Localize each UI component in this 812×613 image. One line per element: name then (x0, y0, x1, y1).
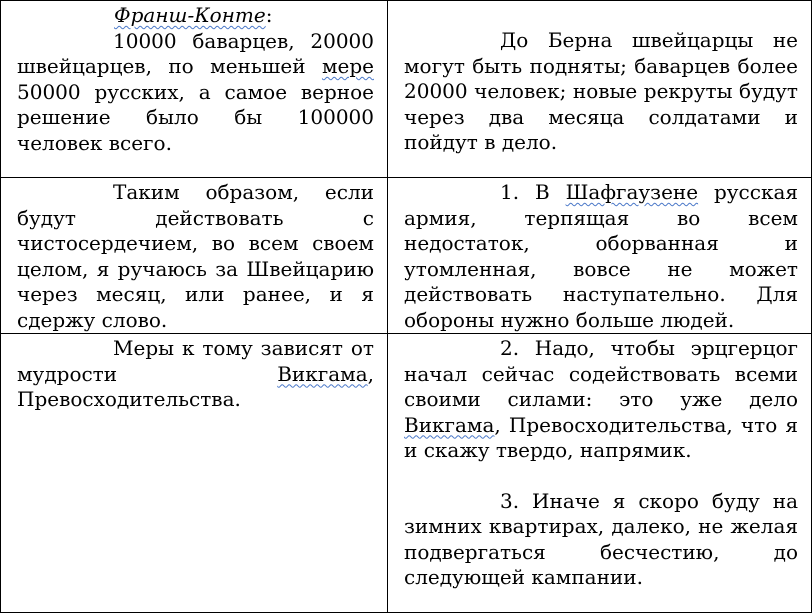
cell-paragraph (17, 336, 374, 413)
paragraph-text: 50000 русских, а самое верное решение было бы 100000 человек всего. (17, 79, 374, 155)
table-row (1, 334, 812, 613)
flagged-word: мере (321, 54, 374, 78)
table-cell-left (1, 1, 388, 178)
paragraph-text: Меры к тому зависят от мудрости (17, 336, 374, 386)
paragraph-text: , Превосходительства, что я и скажу твердо, напрямик. (404, 412, 798, 462)
flagged-word: Викгама (404, 412, 495, 437)
cell-paragraph (404, 180, 798, 333)
paragraph-text: 10000 баварцев, 20000 швейцарцев, по меньшей (17, 28, 374, 78)
heading-colon: : (265, 3, 273, 27)
table-cell-right (388, 178, 812, 334)
cell-heading (17, 3, 374, 29)
paragraph-text: 1. В (500, 180, 566, 204)
table-cell-right (388, 1, 812, 178)
table-cell-right (388, 334, 812, 613)
table-cell-left (1, 178, 388, 334)
paragraph-text: , Превосходительства. (17, 361, 374, 411)
table-row (1, 1, 812, 178)
table-cell-left (1, 334, 388, 613)
heading-region-name: Франш-Конте (114, 3, 266, 27)
cell-paragraph: 3. Иначе я скоро буду на зимних квартирах, далеко, не желая подвергаться бесчестию, до следующей кампании. (404, 488, 798, 589)
cell-paragraph (404, 336, 798, 464)
paragraph-text: 2. Надо, чтобы эрцгерцог начал сейчас содействовать всеми своими силами: это уже дело (404, 336, 798, 411)
flagged-word: Шафгаузене (565, 180, 699, 204)
paragraph-text: русская армия, терпящая во всем недостаток, оборванная и утомленная, вовсе не может действовать наступательно. Для обороны нужно больше людей. (404, 180, 798, 332)
cell-paragraph: Таким образом, если будут действовать с чистосердечием, во всем своем целом, я ручаюсь за Швейцарию через месяц, или ранее, и я сдержу слово. (17, 180, 374, 332)
cell-paragraph (17, 29, 374, 157)
cell-paragraph: До Берна швейцарцы не могут быть подняты; баварцев более 20000 человек; новые рекруты будут через два месяца солдатами и пойдут в дело. (404, 28, 798, 154)
table-row (1, 178, 812, 334)
flagged-word: Викгама (277, 361, 368, 386)
